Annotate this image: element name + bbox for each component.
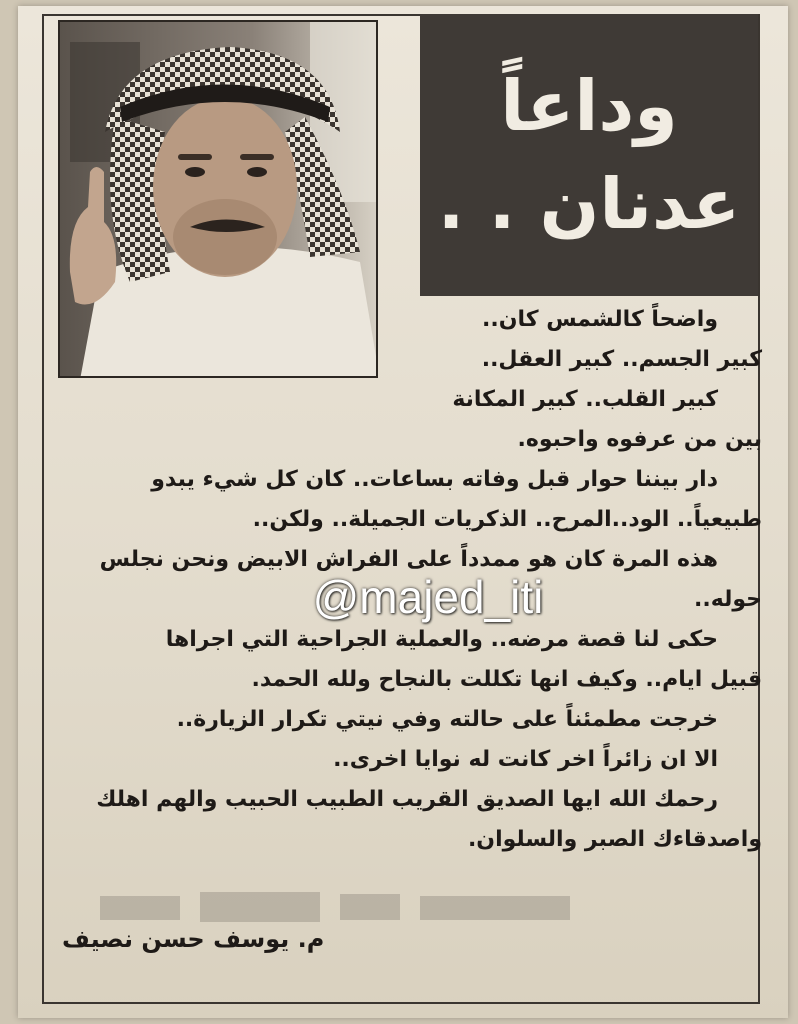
article-line: واصدقاءك الصبر والسلوان. [467, 827, 762, 852]
article-line: حوله.. [694, 587, 762, 612]
article-line: خرجت مطمئناً على حالته وفي نيتي تكرار الزيارة.. [176, 707, 718, 732]
article-line: الا ان زائراً اخر كانت له نوايا اخرى.. [333, 747, 718, 772]
watermark-handle: @majed_iti [312, 571, 544, 623]
headline-line-1: وداعاً [500, 65, 678, 147]
article-line: كبير القلب.. كبير المكانة [452, 387, 718, 412]
headline-box [420, 14, 758, 296]
article-line: كبير الجسم.. كبير العقل.. [481, 347, 762, 372]
article-line: بين من عرفوه واحبوه. [517, 427, 762, 452]
headline-line-2: عدنان . . [437, 163, 741, 245]
article-line: طبيعياً.. الود..المرح.. الذكريات الجميلة.. ولكن.. [252, 507, 762, 532]
article-line: دار بيننا حوار قبل وفاته بساعات.. كان كل شيء يبدو [151, 467, 718, 492]
author-signature: م. يوسف حسن نصيف [62, 925, 325, 953]
article-line: قبيل ايام.. وكيف انها تكللت بالنجاح ولله الحمد. [251, 667, 762, 692]
article-line: هذه المرة كان هو ممدداً على الفراش الابيض ونحن نجلس [99, 547, 718, 572]
article-line: واضحاً كالشمس كان.. [481, 307, 718, 332]
article-line: رحمك الله ايها الصديق القريب الطبيب الحبيب والهم اهلك [96, 787, 718, 812]
article-line: حكى لنا قصة مرضه.. والعملية الجراحية التي اجراها [165, 627, 718, 652]
